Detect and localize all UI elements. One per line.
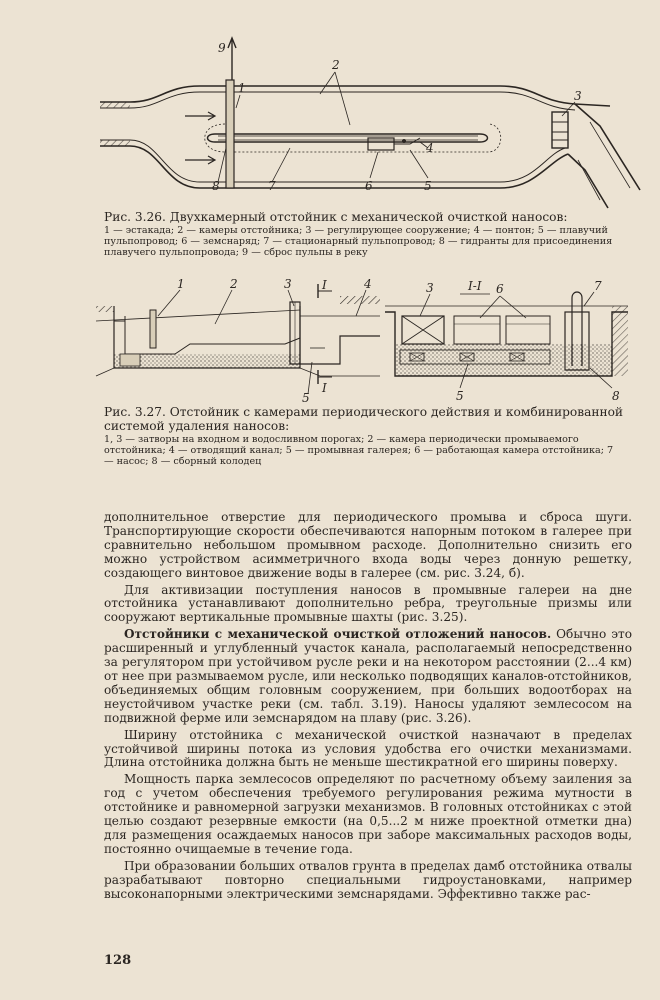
callout-6: 6 [365,179,373,193]
fig2-callout-7: 7 [594,279,602,293]
paragraph: При образовании больших отвалов грунта в пределах дамб отстойника отвалы разрабатывают повторно специальными гидроустановками, например высоконапорными электрическими земснарядами. Эффективно также рас- [104,858,632,901]
page-number: 128 [104,953,132,968]
fig2-callout-4: 4 [364,277,372,291]
paragraph-text: Обычно это расширенный и углубленный участок канала, располагаемый непосредственно за регулятором при устойчивом русле реки и на некотором расстоянии (2...4 км) от нее при размываемом русле, или несколько подводящих каналов-отстойников, объединяемых общим головным сооружением, при больших водоотборах на неустойчивом участке реки (см. табл. 3.19). Наносы удаляют землесосом на подвижной ферме или земснарядом на плаву (рис. 3.26). [104,627,632,725]
figure-3-27-caption [104,405,624,467]
callout-2: 2 [332,58,340,72]
fig2-callout-5b: 5 [456,389,464,403]
section-mark-bottom: I [322,381,327,395]
fig2-callout-8: 8 [612,389,620,403]
callout-7: 7 [268,179,276,193]
callout-4: 4 [426,141,434,155]
section-mark-top: I [322,278,327,292]
fig2-callout-5: 5 [302,391,310,405]
paragraph [104,628,632,725]
section-heading: Отстойники с механической очисткой отложений наносов. [124,627,552,642]
fig2-callout-2: 2 [230,277,238,291]
fig2-callout-6: 6 [496,282,504,296]
caption-title: Рис. 3.27. Отстойник с камерами периодического действия и комбинированной системой удаления наносов: [104,405,624,433]
caption-legend: 1, 3 — затворы на входном и водосливном порогах; 2 — камера периодически промываемого отстойника; 4 — отводящий канал; 5 — промывная галерея; 6 — работающая камера отстойника; 7 — насос; 8 — сборный колодец [104,434,614,467]
paragraph: Для активизации поступления наносов в промывные галереи на дне отстойника устанавливают дополнительно ребра, треугольные призмы или сооружают вертикальные промывные шахты (рис. 3.25). [104,582,632,625]
body-text [104,511,632,904]
callout-9: 9 [218,41,226,55]
fig2-callout-1: 1 [177,277,185,291]
paragraph: Мощность парка землесосов определяют по расчетному объему заиления за год с учетом обеспечения требуемого регулирования режима мутности в отстойнике и равномерной загрузки механизмов. В головных отстойниках с этой целью создают резервные емкости (на 0,5...2 м ниже проектной отметки дна) для размещения осаждаемых наносов при заборе максимальных расходов воды, постоянно очищаемые в течение года. [104,772,632,856]
figure-3-26 [0,30,660,210]
callout-8: 8 [212,179,220,193]
fig2-callout-3b: 3 [426,281,434,295]
callout-1: 1 [238,81,246,95]
callout-3: 3 [574,89,582,103]
figure-3-27 [0,276,660,406]
caption-legend: 1 — эстакада; 2 — камеры отстойника; 3 — регулирующее сооружение; 4 — понтон; 5 — плавучий пульпопровод; 6 — земснаряд; 7 — стационарный пульпопровод; 8 — гидранты для присоединения плавучего пульпопровода; 9 — сброс пульпы в реку [104,225,613,258]
fig2-callout-3: 3 [284,277,292,291]
figure-3-26-caption [104,210,624,258]
section-title: I-I [468,279,482,293]
settler-plan-drawing [0,30,660,210]
paragraph: дополнительное отверстие для периодического промыва и сброса шуги. Транспортирующие скорости обеспечиваются напорным потоком в галерее при сравнительно небольшом промывном расходе. Дополнительно снизить его можно устройством асимметричного входа воды через донную решетку, создающего винтовое движение воды в галерее (см. рис. 3.24, б). [104,510,632,580]
paragraph: Ширину отстойника с механической очисткой назначают в пределах устойчивой ширины потока из условия удобства его очистки механизмами. Длина отстойника должна быть не меньше шестикратной его ширины поверху. [104,727,632,770]
caption-title: Рис. 3.26. Двухкамерный отстойник с механической очисткой наносов: [104,210,568,224]
settler-section-drawing [0,276,660,406]
callout-5: 5 [424,179,432,193]
